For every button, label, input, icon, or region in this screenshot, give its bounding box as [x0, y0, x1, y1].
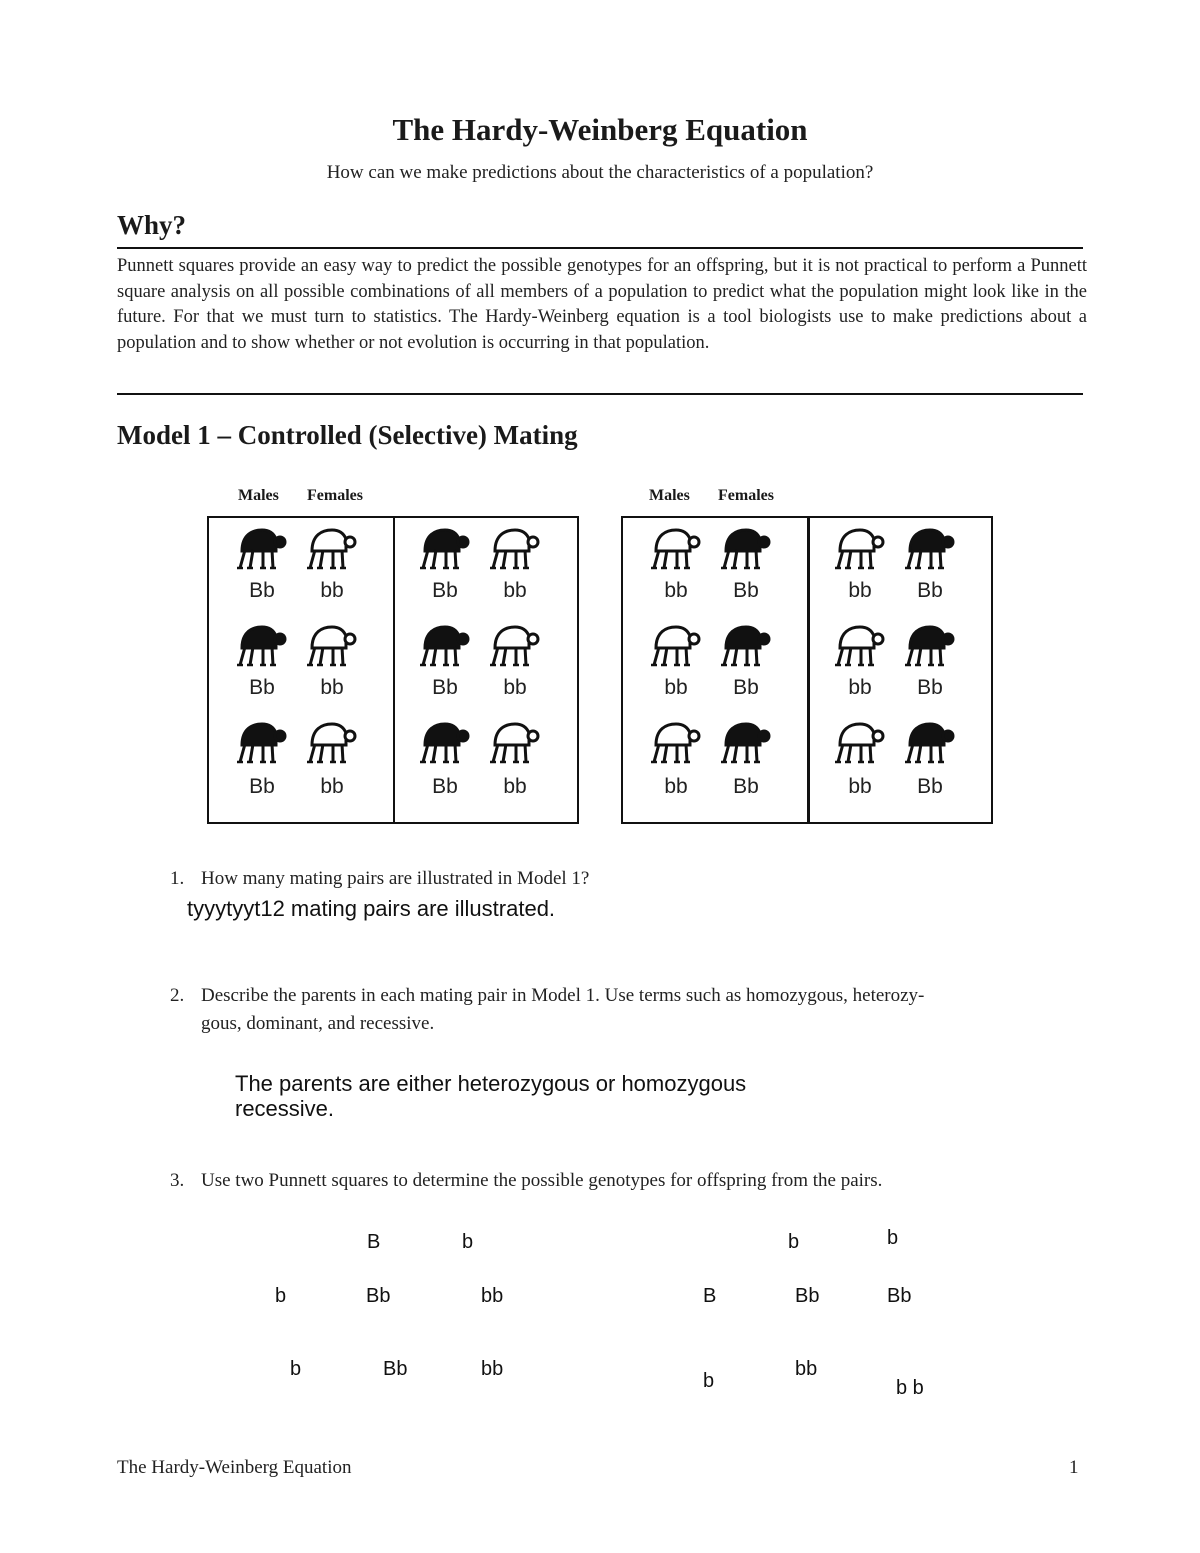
model-heading: Model 1 – Controlled (Selective) Mating: [117, 420, 578, 450]
black-creature-icon: [720, 721, 772, 769]
genotype-label: bb: [503, 579, 527, 602]
punnett-1-side-allele[interactable]: b: [275, 1285, 287, 1307]
punnett-2-cell[interactable]: bb: [795, 1358, 818, 1380]
punnett-2-side-allele[interactable]: b: [703, 1370, 715, 1392]
black-creature-icon: [904, 624, 956, 672]
punnett-1-cell[interactable]: Bb: [383, 1358, 408, 1380]
punnett-2-top-allele[interactable]: b: [788, 1231, 800, 1253]
punnett-2-cell[interactable]: Bb: [887, 1285, 912, 1307]
footer-title: The Hardy-Weinberg Equation: [117, 1457, 352, 1478]
genotype-label: Bb: [432, 775, 458, 798]
males-label: Males: [649, 487, 690, 504]
white-creature-icon: [489, 624, 541, 672]
black-creature-icon: [720, 527, 772, 575]
black-creature-icon: [419, 624, 471, 672]
question-2-number: 2.: [170, 985, 185, 1006]
why-paragraph: Punnett squares provide an easy way to predict the possible genotypes for an offspring, but it is not practical to perform a Punnett square analysis on all possible combinations of all members of a population to predict what the population might look like in the future. For that we must turn to statistics. The Hardy-Weinberg equation is a tool biologists use to make predictions about a population and to show whether or not evolution is occurring in that population.: [117, 256, 1087, 353]
answer-2-line1[interactable]: The parents are either heterozygous or homozygous: [235, 1071, 747, 1096]
genotype-label: Bb: [917, 579, 943, 602]
black-creature-icon: [904, 527, 956, 575]
genotype-label: bb: [664, 775, 688, 798]
white-creature-icon: [834, 721, 886, 769]
white-creature-icon: [489, 721, 541, 769]
white-creature-icon: [650, 721, 702, 769]
white-creature-icon: [306, 624, 358, 672]
genotype-label: Bb: [917, 775, 943, 798]
black-creature-icon: [419, 527, 471, 575]
genotype-label: Bb: [733, 676, 759, 699]
black-creature-icon: [419, 721, 471, 769]
punnett-1-cell[interactable]: bb: [481, 1285, 504, 1307]
genotype-label: Bb: [432, 676, 458, 699]
black-creature-icon: [236, 527, 288, 575]
white-creature-icon: [834, 624, 886, 672]
genotype-label: Bb: [733, 579, 759, 602]
punnett-1-top-allele[interactable]: B: [367, 1231, 381, 1253]
black-creature-icon: [720, 624, 772, 672]
divider: [117, 247, 1083, 249]
white-creature-icon: [489, 527, 541, 575]
females-label: Females: [718, 487, 774, 504]
genotype-label: bb: [848, 579, 872, 602]
genotype-label: bb: [848, 676, 872, 699]
question-1-text: How many mating pairs are illustrated in Model 1?: [201, 868, 590, 889]
answer-1[interactable]: tyyytyyt12 mating pairs are illustrated.: [187, 896, 556, 921]
question-2-text-line1: Describe the parents in each mating pair in Model 1. Use terms such as homozygous, heterozy-: [201, 985, 925, 1006]
divider: [117, 393, 1083, 395]
genotype-label: bb: [320, 676, 344, 699]
punnett-2-cell[interactable]: Bb: [795, 1285, 820, 1307]
females-label: Females: [307, 487, 363, 504]
punnett-2-cell[interactable]: b b: [896, 1377, 924, 1399]
genotype-label: Bb: [917, 676, 943, 699]
punnett-2-side-allele[interactable]: B: [703, 1285, 717, 1307]
genotype-label: Bb: [432, 579, 458, 602]
white-creature-icon: [306, 721, 358, 769]
genotype-label: bb: [320, 775, 344, 798]
genotype-label: bb: [664, 676, 688, 699]
punnett-1-cell[interactable]: Bb: [366, 1285, 391, 1307]
page-number: 1: [1069, 1457, 1079, 1478]
genotype-label: Bb: [249, 676, 275, 699]
black-creature-icon: [904, 721, 956, 769]
punnett-1-top-allele[interactable]: b: [462, 1231, 474, 1253]
genotype-label: bb: [848, 775, 872, 798]
genotype-label: bb: [503, 775, 527, 798]
genotype-label: bb: [320, 579, 344, 602]
genotype-label: Bb: [249, 579, 275, 602]
genotype-label: Bb: [249, 775, 275, 798]
white-creature-icon: [306, 527, 358, 575]
white-creature-icon: [650, 527, 702, 575]
genotype-label: bb: [664, 579, 688, 602]
black-creature-icon: [236, 721, 288, 769]
white-creature-icon: [650, 624, 702, 672]
question-3-text: Use two Punnett squares to determine the possible genotypes for offspring from the pairs.: [201, 1170, 883, 1191]
punnett-1-side-allele[interactable]: b: [290, 1358, 302, 1380]
punnett-2-top-allele[interactable]: b: [887, 1227, 899, 1249]
page-title: The Hardy-Weinberg Equation: [392, 112, 808, 147]
males-label: Males: [238, 487, 279, 504]
question-3-number: 3.: [170, 1170, 185, 1191]
why-heading: Why?: [117, 210, 187, 240]
page-subtitle: How can we make predictions about the characteristics of a population?: [326, 162, 874, 183]
genotype-label: Bb: [733, 775, 759, 798]
black-creature-icon: [236, 624, 288, 672]
question-2-text-line2: gous, dominant, and recessive.: [201, 1013, 435, 1034]
question-1-number: 1.: [170, 868, 185, 889]
genotype-label: bb: [503, 676, 527, 699]
punnett-1-cell[interactable]: bb: [481, 1358, 504, 1380]
answer-2-line2[interactable]: recessive.: [235, 1096, 335, 1121]
white-creature-icon: [834, 527, 886, 575]
